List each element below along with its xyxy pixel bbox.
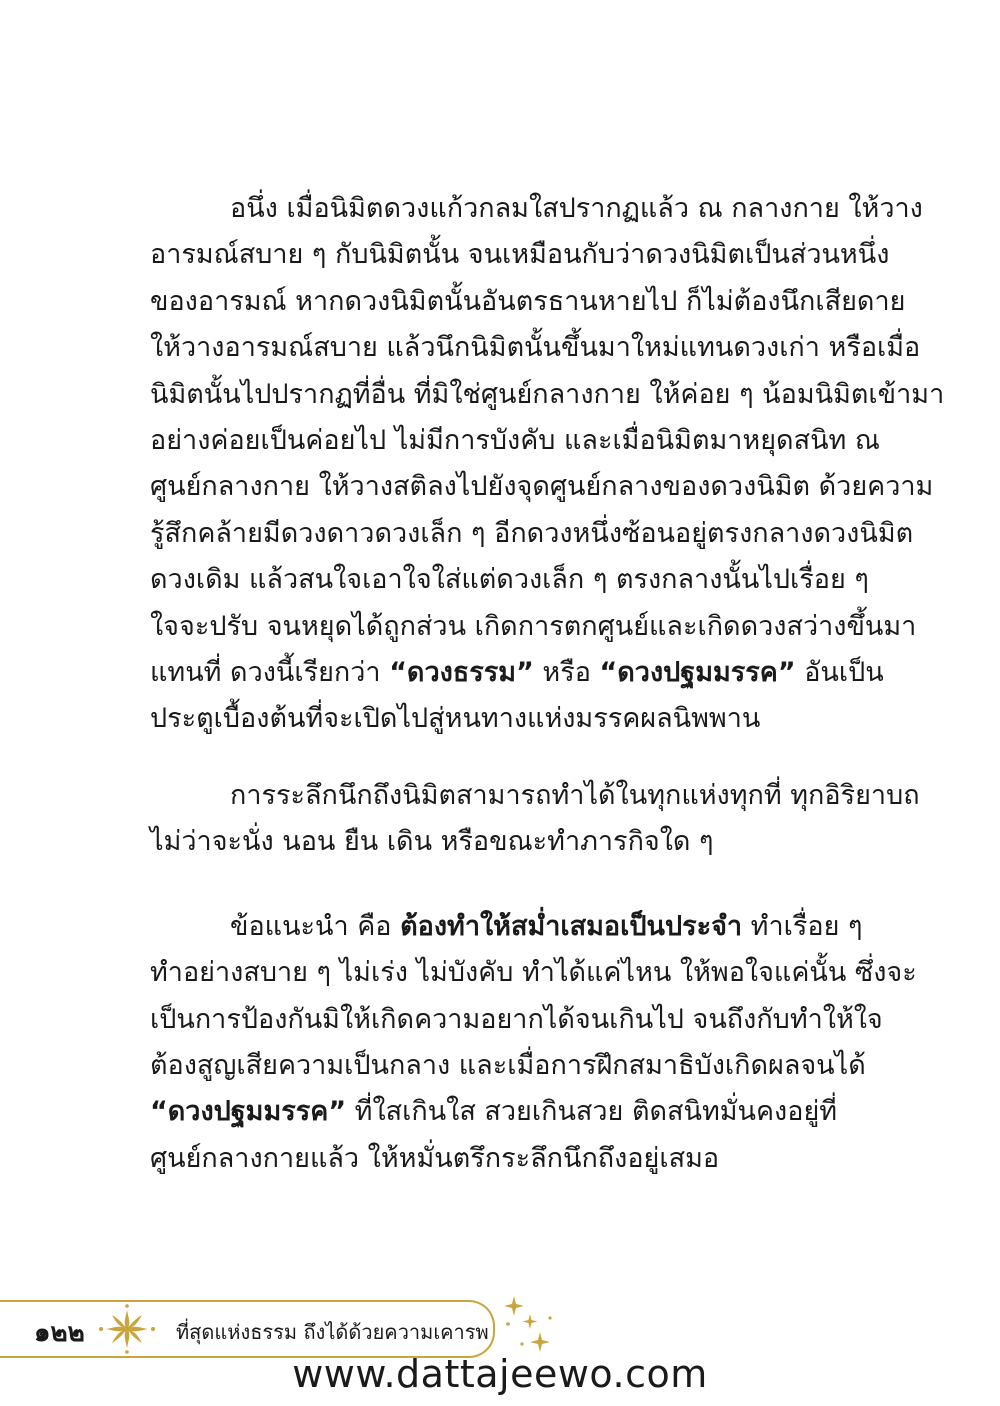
text-line: รู้สึกคล้ายมีดวงดาวดวงเล็ก ๆ อีกดวงหนึ่งซ้อนอยู่ตรงกลางดวงนิมิต — [150, 517, 914, 549]
term-dhamma-sphere: “ดวงธรรม” — [389, 657, 534, 689]
text-line: ไม่ว่าจะนั่ง นอน ยืน เดิน หรือขณะทำภารกิจใด ๆ — [150, 826, 714, 858]
text-line — [150, 904, 863, 950]
website-url: www.dattajeewo.com — [292, 1352, 708, 1396]
term-first-path-sphere: “ดวงปฐมมรรค” — [150, 1096, 347, 1128]
gold-flower-ornament-icon — [98, 1304, 156, 1354]
page-footer — [0, 1300, 1000, 1360]
text-line: เป็นการป้องกันมิให้เกิดความอยากได้จนเกินไป จนถึงกับทำให้ใจ — [150, 1003, 883, 1035]
text-line: อารมณ์สบาย ๆ กับนิมิตนั้น จนเหมือนกับว่าดวงนิมิตเป็นส่วนหนึ่ง — [150, 239, 890, 271]
text-line: อนึ่ง เมื่อนิมิตดวงแก้วกลมใสปรากฏแล้ว ณ กลางกาย ให้วาง — [230, 193, 923, 224]
text-line: ต้องสูญเสียความเป็นกลาง และเมื่อการฝึกสมาธิบังเกิดผลจนได้ — [150, 1049, 866, 1081]
text-run: หรือ — [533, 657, 600, 689]
paragraph-2 — [150, 773, 920, 866]
gold-sparkle-cluster-icon — [500, 1294, 560, 1358]
text-run: ทำเรื่อย ๆ — [742, 910, 863, 942]
emphasis-consistency: ต้องทำให้สม่ำเสมอเป็นประจำ — [400, 910, 743, 942]
text-line: ของอารมณ์ หากดวงนิมิตนั้นอันตรธานหายไป ก็ไม่ต้องนึกเสียดาย — [150, 285, 906, 317]
text-line: ทำอย่างสบาย ๆ ไม่เร่ง ไม่บังคับ ทำได้แค่ไหน ให้พอใจแค่นั้น ซึ่งจะ — [150, 957, 917, 989]
text-line: ดวงเดิม แล้วสนใจเอาใจใส่แต่ดวงเล็ก ๆ ตรงกลางนั้นไปเรื่อย ๆ — [150, 564, 869, 596]
text-line: ศูนย์กลางกาย ให้วางสติลงไปยังจุดศูนย์กลางของดวงนิมิต ด้วยความ — [150, 471, 934, 503]
text-line: ให้วางอารมณ์สบาย แล้วนึกนิมิตนั้นขึ้นมาใหม่แทนดวงเก่า หรือเมื่อ — [150, 332, 921, 364]
text-run: ที่ใสเกินใส สวยเกินสวย ติดสนิทมั่นคงอยู่ที่ — [346, 1096, 838, 1128]
book-title: ที่สุดแห่งธรรม ถึงได้ด้วยความเคารพ — [176, 1320, 489, 1344]
paragraph-1 — [150, 186, 945, 743]
text-line: การระลึกนึกถึงนิมิตสามารถทำได้ในทุกแห่งทุกที่ ทุกอิริยาบถ — [230, 779, 920, 811]
text-run: ข้อแนะนำ คือ — [230, 910, 401, 942]
text-line — [150, 1089, 838, 1135]
text-line: นิมิตนั้นไปปรากฏที่อื่น ที่มิใช่ศูนย์กลางกาย ให้ค่อย ๆ น้อมนิมิตเข้ามา — [150, 378, 945, 410]
text-line — [150, 650, 884, 696]
text-line: ศูนย์กลางกายแล้ว ให้หมั่นตรึกระลึกนึกถึงอยู่เสมอ — [150, 1142, 720, 1174]
page-number: ๑๒๒ — [34, 1318, 85, 1348]
term-first-path-sphere: “ดวงปฐมมรรค” — [599, 657, 796, 689]
text-line: อย่างค่อยเป็นค่อยไป ไม่มีการบังคับ และเมื่อนิมิตมาหยุดสนิท ณ — [150, 425, 880, 457]
text-line: ใจจะปรับ จนหยุดได้ถูกส่วน เกิดการตกศูนย์และเกิดดวงสว่างขึ้นมา — [150, 610, 917, 642]
page-body — [150, 186, 945, 1182]
paragraph-3 — [150, 904, 917, 1182]
text-run: แทนที่ ดวงนี้เรียกว่า — [150, 657, 390, 689]
text-line: ประตูเบื้องต้นที่จะเปิดไปสู่หนทางแห่งมรรคผลนิพพาน — [150, 703, 761, 735]
text-run: อันเป็น — [795, 657, 884, 689]
